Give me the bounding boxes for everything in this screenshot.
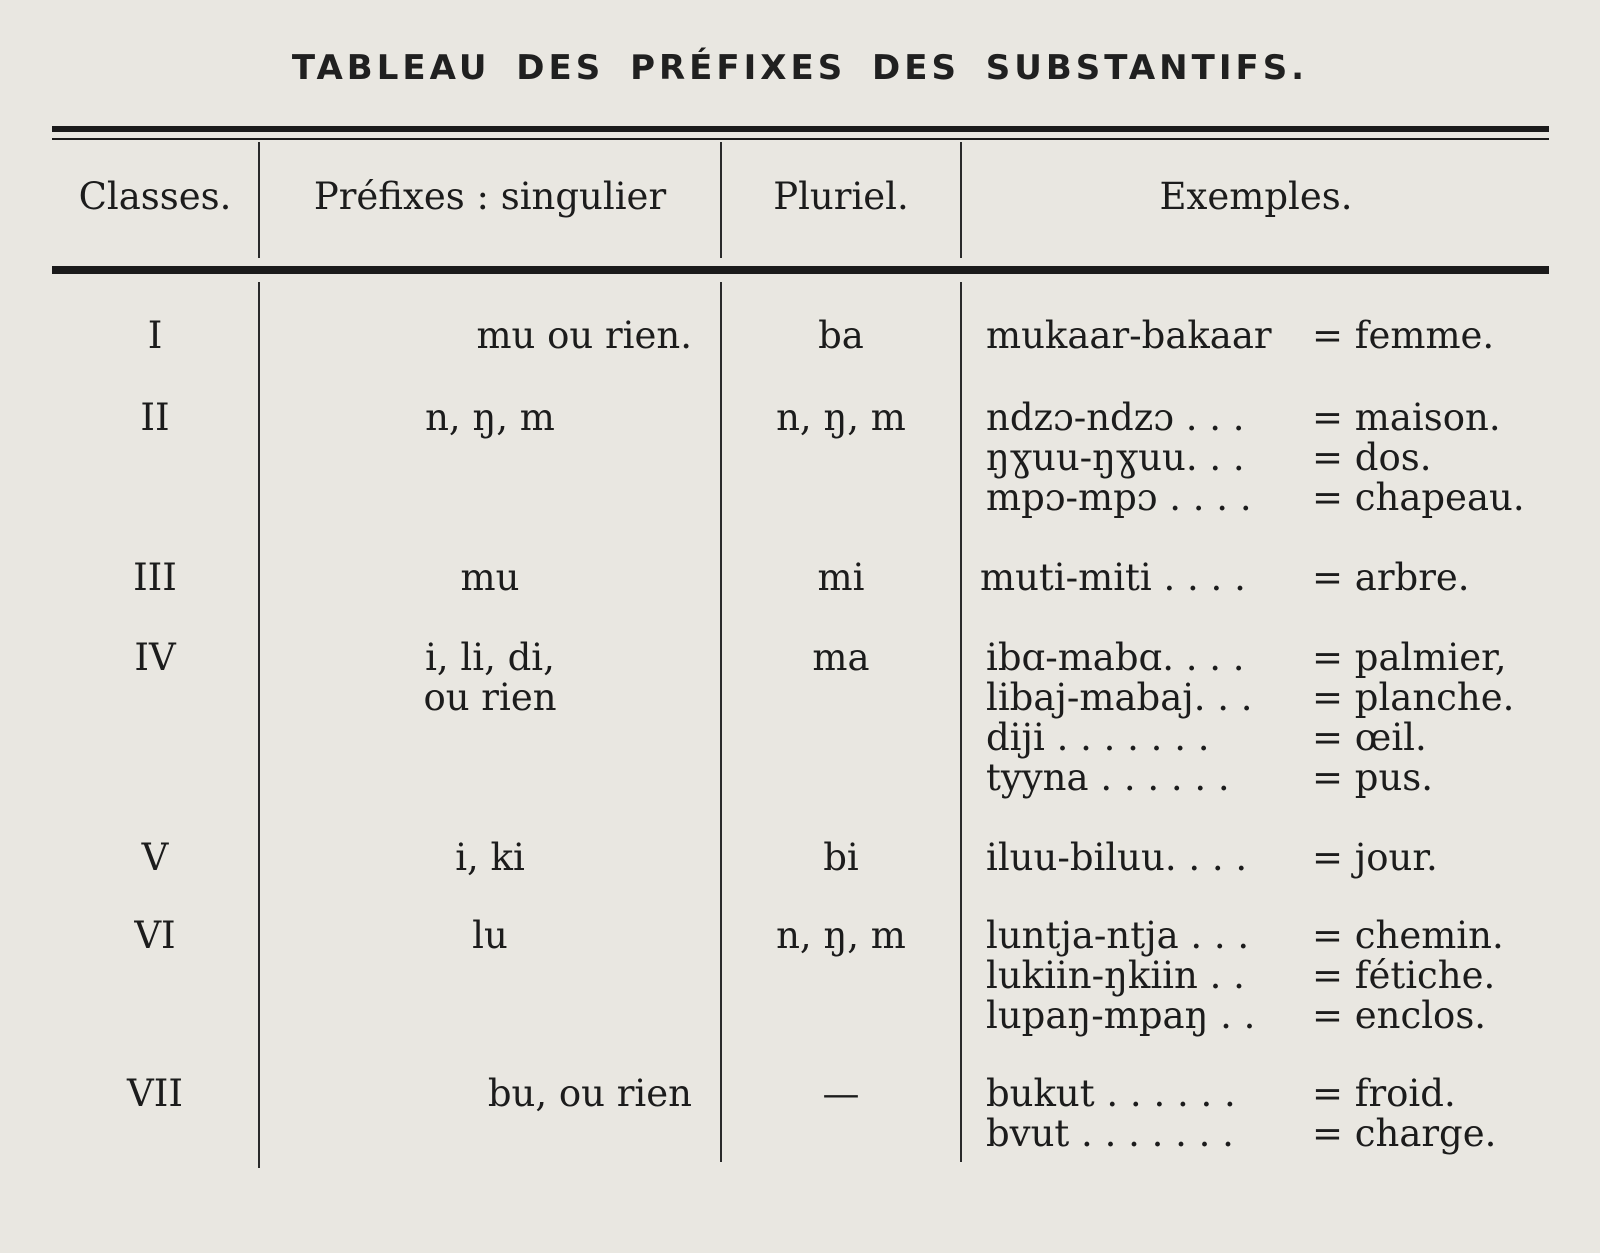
- example-word: tyyna . . . . . .: [986, 756, 1230, 799]
- example-translation: = chemin.: [1312, 914, 1504, 957]
- header-rule: [52, 266, 1549, 274]
- example-translation: = maison.: [1312, 396, 1501, 439]
- plural-cell: ma: [812, 636, 870, 679]
- example-word: muti-miti . . . .: [980, 556, 1246, 599]
- example-word: diji . . . . . . .: [986, 716, 1210, 759]
- example-translation: = œil.: [1312, 716, 1427, 759]
- class-cell: II: [140, 396, 170, 439]
- example-translation: = palmier,: [1312, 636, 1507, 679]
- example-word: ndzɔ-ndzɔ . . .: [986, 396, 1245, 439]
- header-singulier: Préfixes : singulier: [313, 175, 667, 218]
- example-word: ŋɣuu-ŋɣuu. . .: [986, 436, 1245, 479]
- example-translation: = jour.: [1312, 836, 1438, 879]
- example-word: lukiin-ŋkiin . .: [986, 954, 1245, 997]
- plural-cell: bi: [823, 836, 859, 879]
- singular-cell: mu ou rien.: [476, 314, 692, 357]
- example-word: luntja-ntja . . .: [986, 914, 1250, 957]
- example-translation: = charge.: [1312, 1112, 1497, 1155]
- singular-cell: i, li, di, ou rien: [423, 636, 557, 719]
- example-word: bvut . . . . . . .: [986, 1112, 1234, 1155]
- header-exemples: Exemples.: [1159, 175, 1353, 218]
- plural-cell: mi: [817, 556, 865, 599]
- top-rule-thick: [52, 126, 1549, 132]
- example-translation: = dos.: [1312, 436, 1432, 479]
- plural-cell: —: [822, 1072, 860, 1115]
- example-translation: = femme.: [1312, 314, 1495, 357]
- example-translation: = pus.: [1312, 756, 1434, 799]
- class-cell: VII: [127, 1072, 183, 1115]
- class-cell: I: [147, 314, 163, 357]
- singular-cell: n, ŋ, m: [425, 396, 555, 439]
- plural-cell: n, ŋ, m: [776, 396, 906, 439]
- class-cell: III: [133, 556, 177, 599]
- singular-cell: i, ki: [455, 836, 525, 879]
- top-rule-thin: [52, 138, 1549, 140]
- example-translation: = froid.: [1312, 1072, 1456, 1115]
- page-title: TABLEAU DES PRÉFIXES DES SUBSTANTIFS.: [291, 48, 1309, 88]
- example-translation: = arbre.: [1312, 556, 1470, 599]
- example-translation: = enclos.: [1312, 994, 1487, 1037]
- body-divider-3: [960, 282, 962, 1162]
- example-word: libaj-mabaj. . .: [986, 676, 1253, 719]
- singular-cell: mu: [460, 556, 520, 599]
- class-cell: VI: [134, 914, 176, 957]
- class-cell: V: [141, 836, 169, 879]
- example-word: iluu-biluu. . . .: [986, 836, 1248, 879]
- plural-cell: n, ŋ, m: [776, 914, 906, 957]
- example-word: ibɑ-mabɑ. . . .: [986, 636, 1245, 679]
- example-translation: = planche.: [1312, 676, 1515, 719]
- example-word: mpɔ-mpɔ . . . .: [986, 476, 1252, 519]
- example-word: bukut . . . . . .: [986, 1072, 1236, 1115]
- header-classes: Classes.: [78, 175, 232, 218]
- example-word: mukaar-bakaar: [986, 314, 1272, 357]
- example-translation: = chapeau.: [1312, 476, 1525, 519]
- example-translation: = fétiche.: [1312, 954, 1496, 997]
- singular-cell: bu, ou rien: [487, 1072, 692, 1115]
- class-cell: IV: [134, 636, 176, 679]
- plural-cell: ba: [818, 314, 864, 357]
- singular-cell: lu: [472, 914, 508, 957]
- header-pluriel: Pluriel.: [773, 175, 909, 218]
- example-word: lupaŋ-mpaŋ . .: [986, 994, 1256, 1037]
